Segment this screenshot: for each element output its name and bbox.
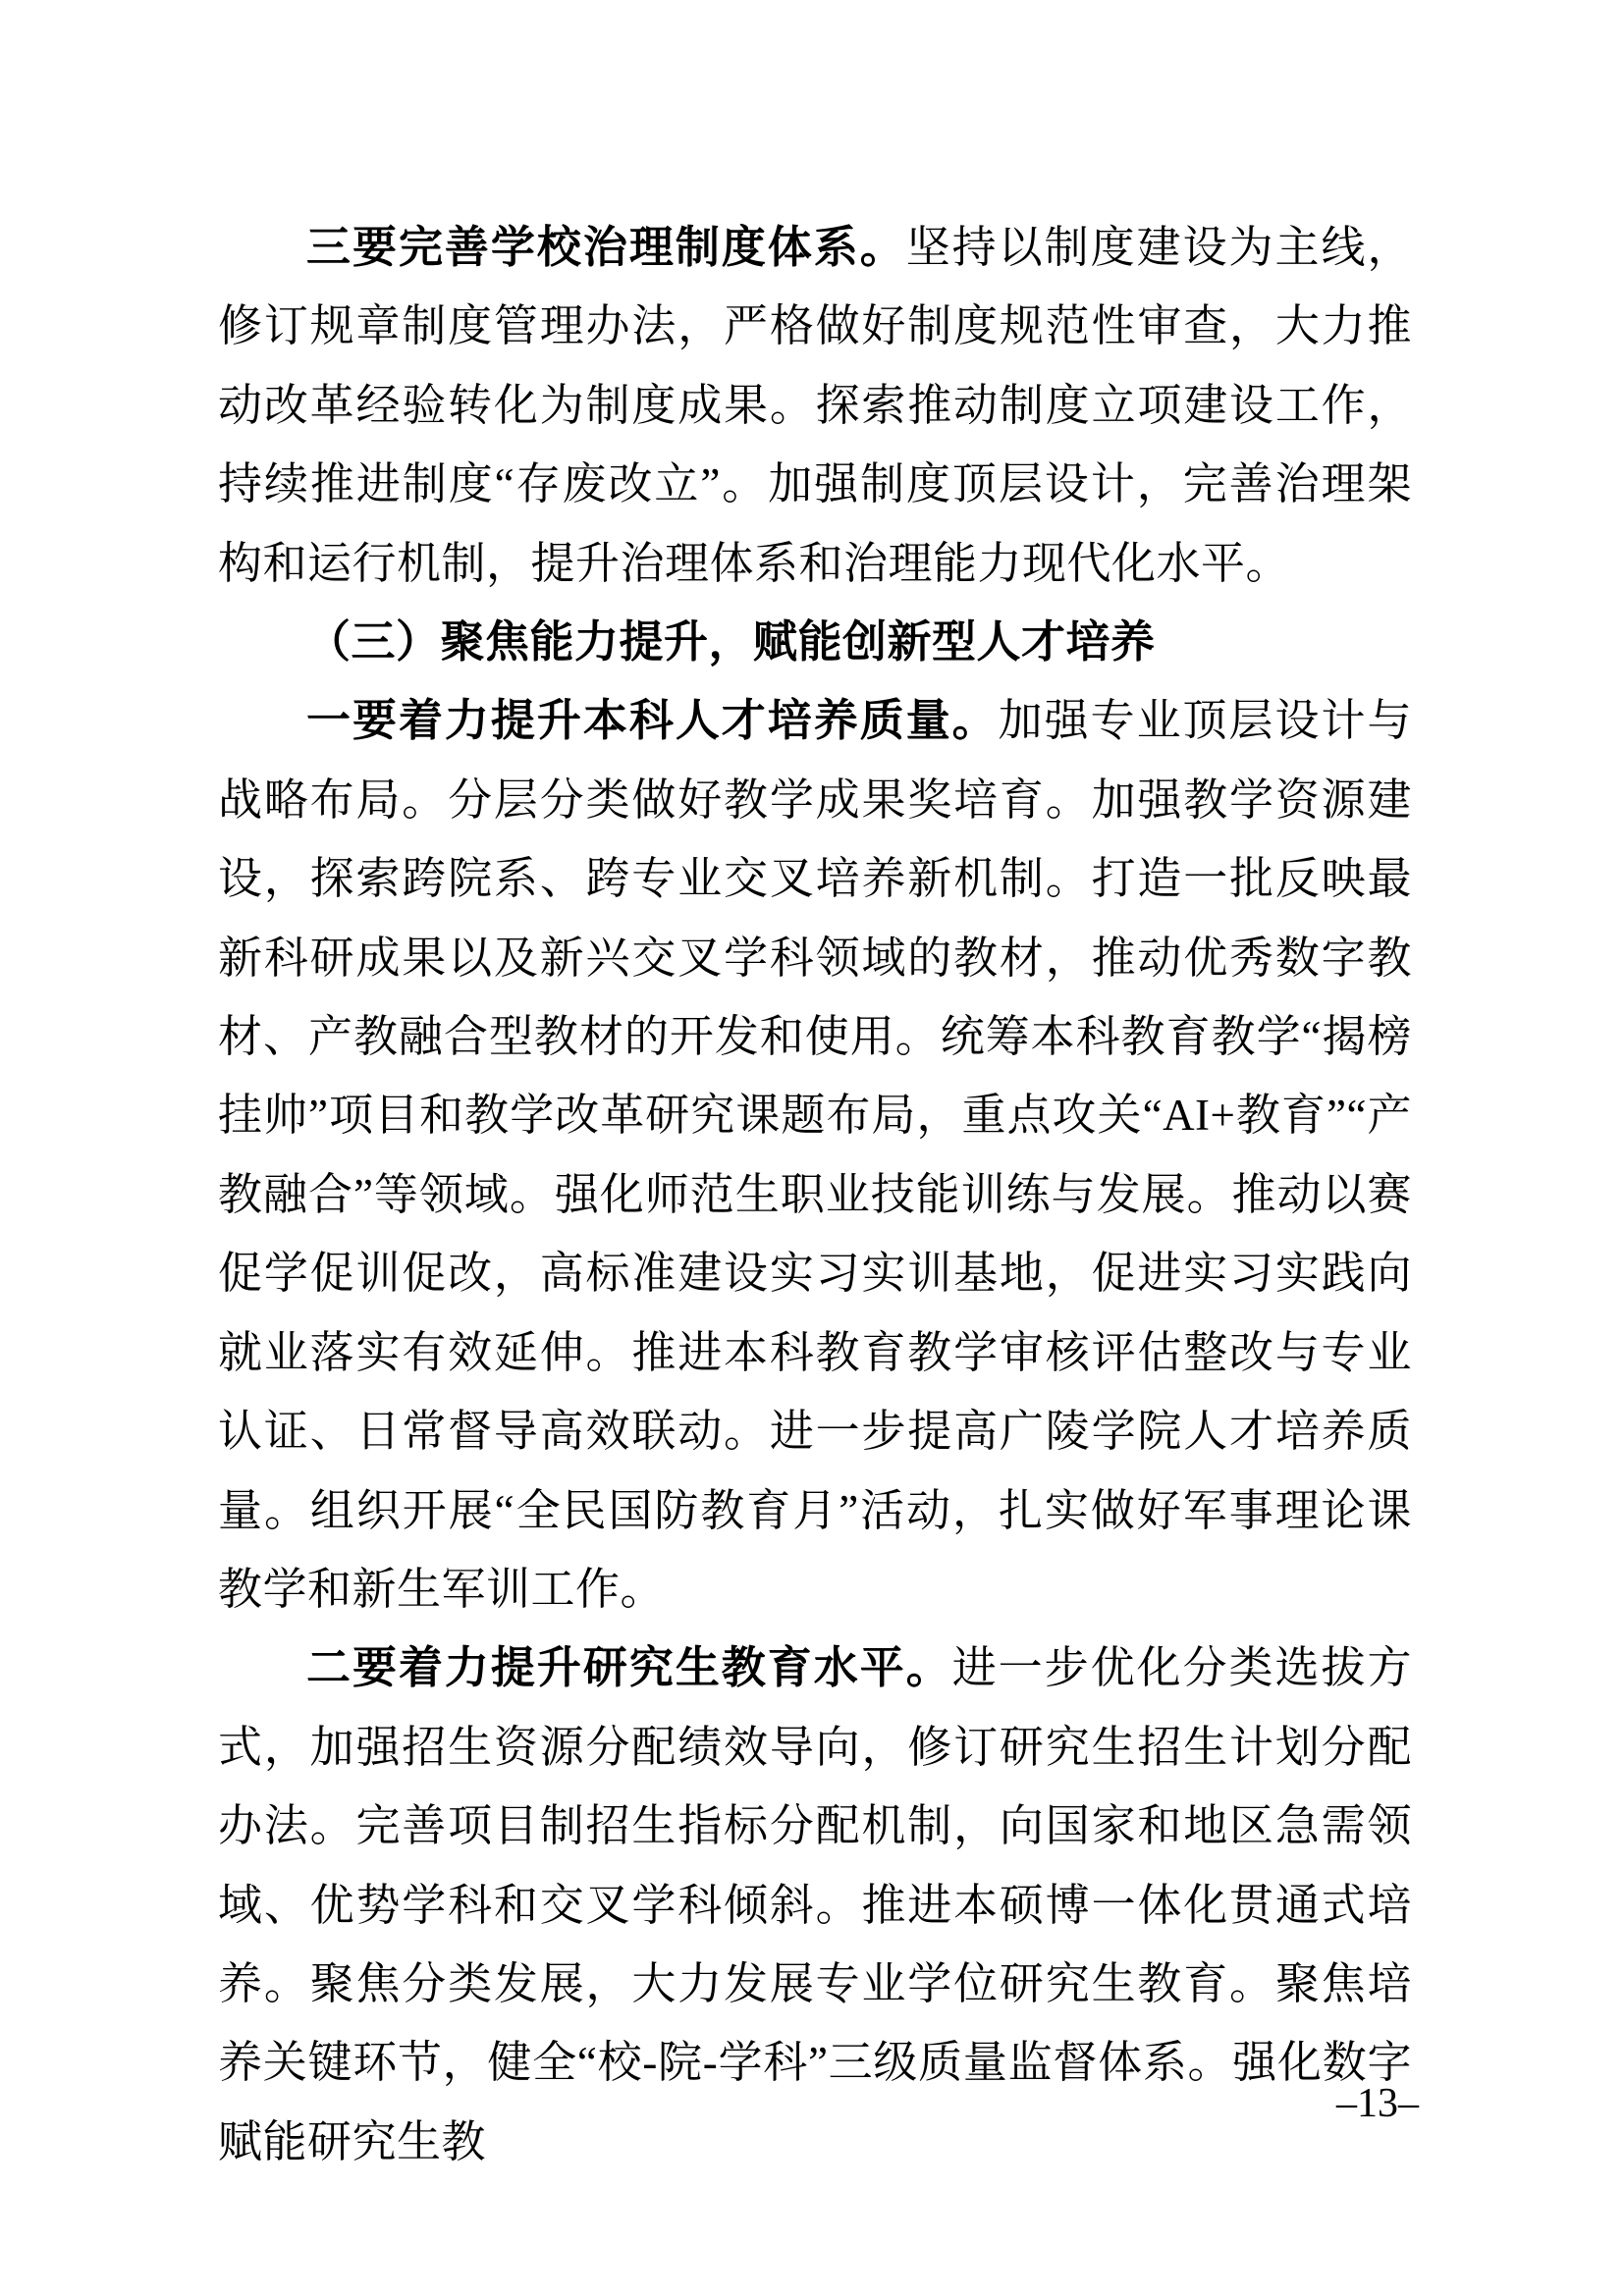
section-heading-text: （三）聚焦能力提升，赋能创新型人才培养 [306,617,1156,667]
paragraph-body-text: 进一步优化分类选拔方式，加强招生资源分配绩效导向，修订研究生招生计划分配办法。完善项目制招生指标分配机制，向国家和地区急需领域、优势学科和交叉学科倾斜。推进本硕博一体化贯通式培养。聚焦分类发展，大力发展专业学位研究生教育。聚焦培养关键环节，健全“校-院-学科”三级质量监督体系。强化数字赋能研究生教 [218,1643,1412,2166]
paragraph-postgraduate [218,1629,1412,2181]
paragraph-governance [218,208,1412,603]
paragraph-body-text: 坚持以制度建设为主线，修订规章制度管理办法，严格做好制度规范性审查，大力推动改革经验转化为制度成果。探索推动制度立项建设工作，持续推进制度“存废改立”。加强制度顶层设计，完善治理架构和运行机制，提升治理体系和治理能力现代化水平。 [218,223,1412,588]
text-content [218,208,1412,2181]
paragraph-lead-bold: 二要着力提升研究生教育水平。 [306,1641,952,1694]
paragraph-undergraduate [218,681,1412,1629]
paragraph-lead-bold: 三要完善学校治理制度体系。 [306,221,906,273]
page-number: –13– [1336,2081,1419,2126]
paragraph-lead-bold: 一要着力提升本科人才培养质量。 [306,694,999,747]
section-heading-three [218,603,1412,681]
paragraph-body-text: 加强专业顶层设计与战略布局。分层分类做好教学成果奖培育。加强教学资源建设，探索跨院系、跨专业交叉培养新机制。打造一批反映最新科研成果以及新兴交叉学科领域的教材，推动优秀数字教材、产教融合型教材的开发和使用。统筹本科教育教学“揭榜挂帅”项目和教学改革研究课题布局，重点攻关“AI+教育”“产教融合”等领域。强化师范生职业技能训练与发展。推动以赛促学促训促改，高标准建设实习实训基地，促进实习实践向就业落实有效延伸。推进本科教育教学审核评估整改与专业认证、日常督导高效联动。进一步提高广陵学院人才培养质量。组织开展“全民国防教育月”活动，扎实做好军事理论课教学和新生军训工作。 [218,696,1412,1614]
